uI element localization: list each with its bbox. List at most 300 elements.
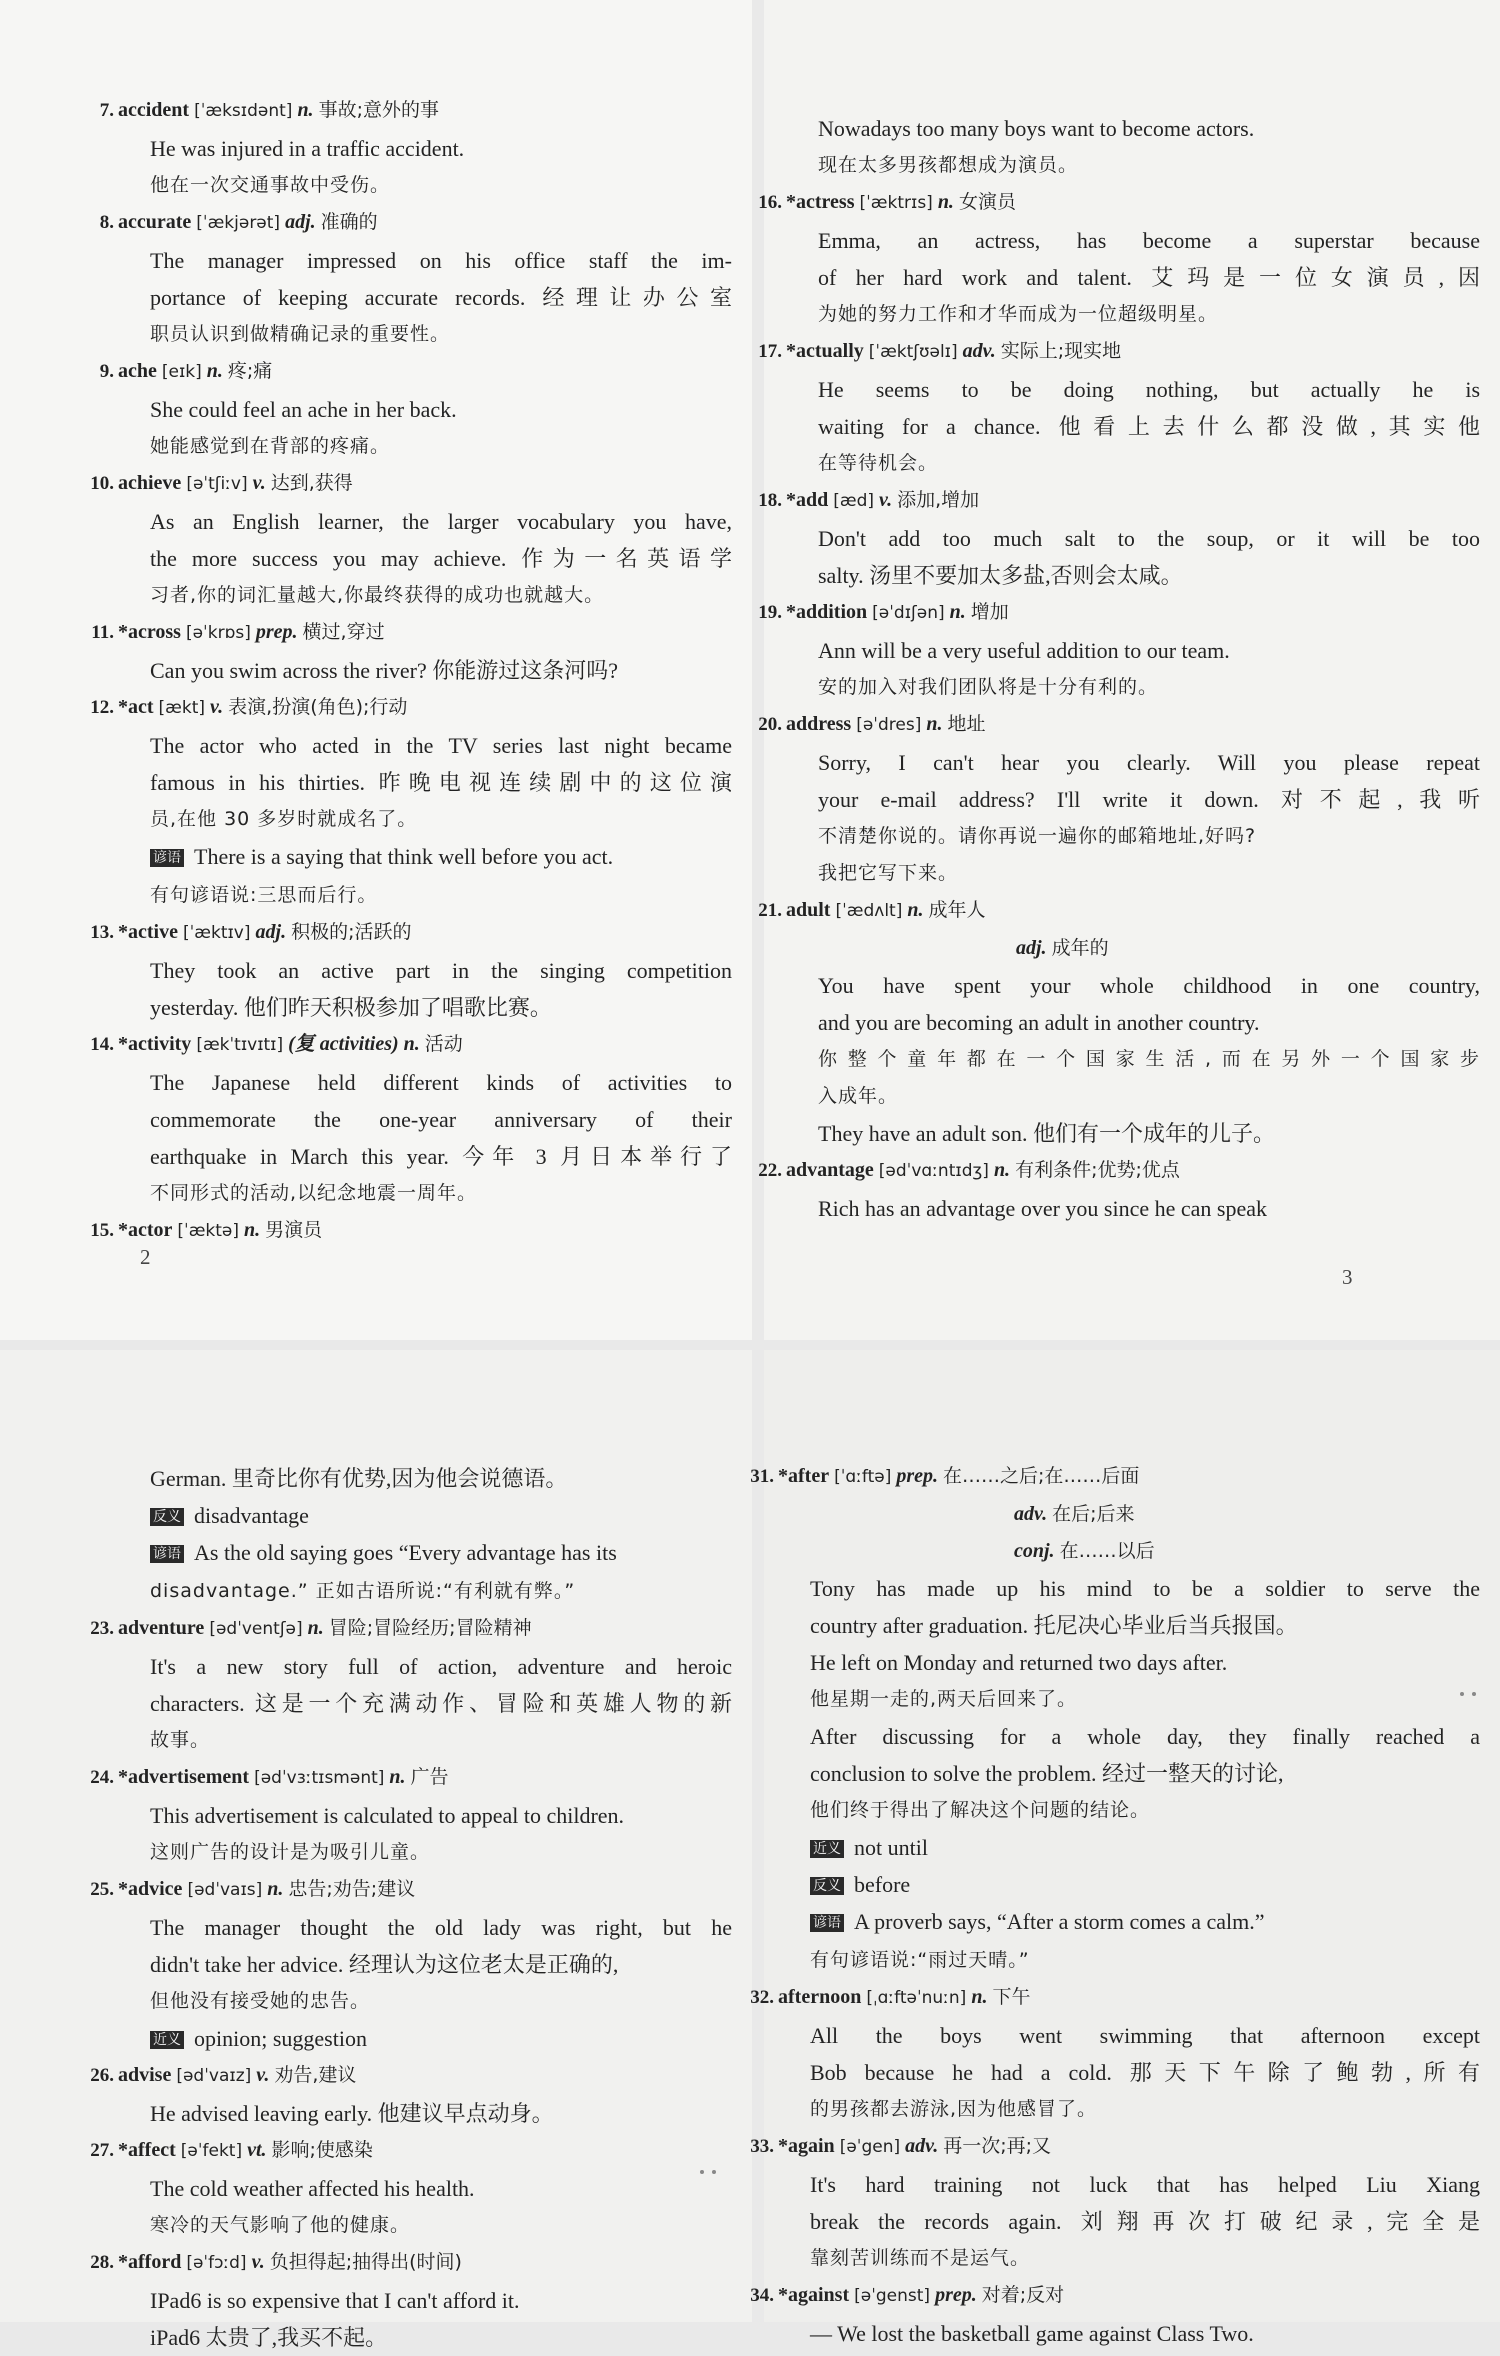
headword: *after xyxy=(778,1465,830,1487)
entry-number: 10. xyxy=(90,473,114,494)
headword-line xyxy=(118,2132,732,2170)
example-line: 员,在他 30 多岁时就成名了。 xyxy=(150,808,418,830)
entry-number: 15. xyxy=(90,1220,114,1241)
definition: 疼;痛 xyxy=(227,360,273,382)
example-line: Ann will be a very useful addition to our team. xyxy=(818,638,1230,663)
example-line: and you are becoming an adult in another country. xyxy=(818,1010,1260,1035)
headword-line xyxy=(786,333,1480,371)
entry-actor xyxy=(90,1212,732,1250)
definition: 在……以后 xyxy=(1059,1540,1155,1562)
definition: 实际上;现实地 xyxy=(1000,340,1122,362)
note-tag: 反义 xyxy=(150,1508,184,1526)
entry-achieve xyxy=(90,465,732,614)
part-of-speech: n. xyxy=(926,713,943,735)
headword-line xyxy=(786,1152,1480,1190)
example-line: yesterday. 他们昨天积极参加了唱歌比赛。 xyxy=(150,995,552,1020)
part-of-speech: prep. xyxy=(896,1465,939,1487)
headword-line xyxy=(118,689,732,727)
example-line: 安的加入对我们团队将是十分有利的。 xyxy=(818,676,1159,698)
page-number: 2 xyxy=(140,1245,151,1269)
entry-number: 33. xyxy=(750,2136,774,2157)
phonetic: [ˈædʌlt] xyxy=(835,901,903,921)
headword-line xyxy=(778,2128,1480,2166)
headword: *actor xyxy=(118,1219,173,1241)
definition: 在后;后来 xyxy=(1052,1503,1135,1525)
part-of-speech: adv. xyxy=(905,2135,939,2157)
phonetic: [əˈdɪʃən] xyxy=(872,603,945,623)
definition: 影响;使感染 xyxy=(271,2139,373,2161)
part-of-speech: v. xyxy=(879,489,893,511)
phonetic: [ˈæksɪdənt] xyxy=(194,101,293,121)
part-of-speech: v. xyxy=(252,472,266,494)
headword: *again xyxy=(778,2135,835,2157)
example-line: your e-mail address? I'll write it down. 对不起,我听 xyxy=(818,787,1480,812)
phonetic: [ˈæktə] xyxy=(177,1221,240,1241)
phonetic: [ˈæktrɪs] xyxy=(859,193,933,213)
part-of-speech: prep. xyxy=(255,621,298,643)
part-of-speech: n. xyxy=(267,1878,284,1900)
note-line xyxy=(150,838,732,875)
print-speck xyxy=(1472,1692,1476,1696)
phonetic: [ədˈvaɪs] xyxy=(187,1880,263,1900)
entry-list xyxy=(758,184,1480,1227)
headword-line xyxy=(118,914,732,952)
definition: 冒险;冒险经历;冒险精神 xyxy=(328,1617,532,1639)
example-line: They have an adult son. 他们有一个成年的儿子。 xyxy=(818,1121,1276,1146)
phonetic: [ˈækjərət] xyxy=(196,213,281,233)
definition: 准确的 xyxy=(320,211,378,233)
entry-list xyxy=(750,1458,1480,2352)
example-line: salty. 汤里不要加太多盐,否则会太咸。 xyxy=(818,563,1183,588)
phonetic: [ækt] xyxy=(158,698,206,718)
entry-activity xyxy=(90,1026,732,1212)
secondary-sense xyxy=(1014,1533,1480,1570)
definition: 成年人 xyxy=(928,899,986,921)
note-text: There is a saying that think well before you act. xyxy=(194,844,614,869)
example-line: portance of keeping accurate records. 经理让办公室 xyxy=(150,285,732,310)
headword: *against xyxy=(778,2284,850,2306)
definition: 成年的 xyxy=(1051,937,1109,959)
example-line: It's a new story full of action, adventure and heroic xyxy=(150,1654,732,1679)
entry-adult xyxy=(758,892,1480,1152)
note-line xyxy=(150,2020,732,2057)
example-line: The manager thought the old lady was right, but he xyxy=(150,1915,732,1940)
phonetic: [əˈkrɒs] xyxy=(185,623,251,643)
entry-number: 17. xyxy=(758,341,782,362)
entry-active xyxy=(90,914,732,1026)
headword: *add xyxy=(786,489,829,511)
example-line: famous in his thirties. 昨晚电视连续剧中的这位演 xyxy=(150,770,732,795)
phonetic: [ədˈvɜːtɪsmənt] xyxy=(254,1768,385,1788)
entry-number: 32. xyxy=(750,1987,774,2008)
headword-line xyxy=(118,204,732,242)
note-tag: 谚语 xyxy=(150,1545,184,1563)
example-line: He seems to be doing nothing, but actually he is xyxy=(818,377,1480,402)
definition: 在……之后;在……后面 xyxy=(943,1465,1140,1487)
headword: adventure xyxy=(118,1617,205,1639)
example-line: characters. 这是一个充满动作、冒险和英雄人物的新 xyxy=(150,1691,732,1716)
definition: 积极的;活跃的 xyxy=(291,921,412,943)
example-line: didn't take her advice. 经理认为这位老太是正确的, xyxy=(150,1952,619,1977)
entry-number: 21. xyxy=(758,900,782,921)
part-of-speech: n. xyxy=(297,99,314,121)
note-line xyxy=(810,1829,1480,1866)
headword-line xyxy=(786,184,1480,222)
note-tag: 谚语 xyxy=(810,1914,844,1932)
headword: *actress xyxy=(786,191,855,213)
headword: achieve xyxy=(118,472,182,494)
continued-notes xyxy=(118,1497,732,1610)
phonetic: [ˈɑːftə] xyxy=(834,1467,892,1487)
entry-number: 31. xyxy=(750,1466,774,1487)
part-of-speech: n. xyxy=(307,1617,324,1639)
example-line: Nowadays too many boys want to become actors. xyxy=(818,116,1255,141)
headword-line xyxy=(786,594,1480,632)
headword-line xyxy=(786,482,1480,520)
headword: *afford xyxy=(118,2251,182,2273)
secondary-sense xyxy=(1014,1496,1480,1533)
headword: *actually xyxy=(786,340,864,362)
definition: 对着;反对 xyxy=(981,2284,1065,2306)
example-line: the more success you may achieve. 作为一名英语学 xyxy=(150,546,732,571)
phonetic: [æd] xyxy=(833,491,874,511)
entry-number: 24. xyxy=(90,1767,114,1788)
print-speck xyxy=(712,2170,716,2174)
definition: 事故;意外的事 xyxy=(318,99,439,121)
note-line xyxy=(810,1903,1480,1940)
phonetic: [ˌɑːftəˈnuːn] xyxy=(866,1988,967,2008)
entry-number: 11. xyxy=(91,622,114,643)
part-of-speech: v. xyxy=(256,2064,270,2086)
example-line: 不同形式的活动,以纪念地震一周年。 xyxy=(150,1182,478,1204)
example-line: waiting for a chance. 他看上去什么都没做,其实他 xyxy=(818,414,1480,439)
headword: *advertisement xyxy=(118,1766,250,1788)
example-line: 在等待机会。 xyxy=(818,452,939,474)
definition: 活动 xyxy=(424,1033,463,1055)
example-line: break the records again. 刘翔再次打破纪录,完全是 xyxy=(810,2209,1480,2234)
note-text: before xyxy=(854,1872,911,1897)
headword-line xyxy=(118,1610,732,1648)
example-line: Emma, an actress, has become a superstar because xyxy=(818,228,1480,253)
example-line: Tony has made up his mind to be a soldier to serve the xyxy=(810,1576,1480,1601)
entry-actress xyxy=(758,184,1480,333)
headword: *act xyxy=(118,696,154,718)
example-line: The Japanese held different kinds of activities to xyxy=(150,1070,732,1095)
entry-affect xyxy=(90,2132,732,2244)
phonetic: [əˈfekt] xyxy=(180,2141,243,2161)
note-tag: 近义 xyxy=(150,2031,184,2049)
entry-number: 23. xyxy=(90,1618,114,1639)
example-line: 我把它写下来。 xyxy=(818,862,959,884)
note-line xyxy=(810,1866,1480,1903)
headword: accident xyxy=(118,99,190,121)
example-line: 他在一次交通事故中受伤。 xyxy=(150,174,391,196)
entry-number: 18. xyxy=(758,490,782,511)
note-text: 有句谚语说:三思而后行。 xyxy=(150,884,378,906)
part-of-speech: adj. xyxy=(285,211,316,233)
example-line: 这则广告的设计是为吸引儿童。 xyxy=(150,1841,431,1863)
entry-list xyxy=(90,1610,732,2356)
part-of-speech: adv. xyxy=(962,340,996,362)
example-line: It's hard training not luck that has helped Liu Xiang xyxy=(810,2172,1480,2197)
note-line xyxy=(810,1940,1480,1979)
headword: *activity xyxy=(118,1033,192,1055)
entry-number: 7. xyxy=(99,100,114,121)
example-line: 入成年。 xyxy=(818,1085,899,1107)
entry-after xyxy=(750,1458,1480,1979)
part-of-speech: n. xyxy=(993,1159,1011,1181)
example-line: Bob because he had a cold. 那天下午除了鲍勃,所有 xyxy=(810,2060,1480,2085)
example-line: The actor who acted in the TV series last night became xyxy=(150,733,732,758)
note-text: opinion; suggestion xyxy=(194,2026,367,2051)
headword: *active xyxy=(118,921,178,943)
entry-advice xyxy=(90,1871,732,2057)
continued-text xyxy=(786,110,1480,184)
headword-line xyxy=(118,92,732,130)
example-line: After discussing for a whole day, they finally reached a xyxy=(810,1724,1480,1749)
entry-number: 13. xyxy=(90,922,114,943)
example-line: The manager impressed on his office staff the im- xyxy=(150,248,732,273)
definition: 表演,扮演(角色);行动 xyxy=(228,696,408,718)
entry-accident xyxy=(99,92,732,204)
definition: 添加,增加 xyxy=(897,489,980,511)
part-of-speech: n. xyxy=(907,899,924,921)
part-of-speech: vt. xyxy=(247,2139,267,2161)
headword: afternoon xyxy=(778,1986,862,2008)
phonetic: [ækˈtɪvɪtɪ] xyxy=(196,1035,284,1055)
headword-line xyxy=(118,614,732,652)
example-line: 他星期一走的,两天后回来了。 xyxy=(810,1688,1078,1710)
headword-line xyxy=(118,2057,732,2095)
example-line: 靠刻苦训练而不是运气。 xyxy=(810,2247,1031,2269)
headword-line xyxy=(778,1979,1480,2017)
headword-line xyxy=(786,706,1480,744)
example-line: Sorry, I can't hear you clearly. Will you please repeat xyxy=(818,750,1480,775)
entry-across xyxy=(91,614,732,689)
part-of-speech: n. xyxy=(206,360,223,382)
part-of-speech: v. xyxy=(210,696,224,718)
part-of-speech: (复 activities) n. xyxy=(288,1033,420,1055)
continued-text xyxy=(118,1460,732,1497)
entry-again xyxy=(750,2128,1480,2277)
example-line: country after graduation. 托尼决心毕业后当兵报国。 xyxy=(810,1613,1298,1638)
headword: advantage xyxy=(786,1159,874,1181)
example-line: 的男孩都去游泳,因为他感冒了。 xyxy=(810,2098,1098,2120)
entry-number: 12. xyxy=(90,697,114,718)
print-speck xyxy=(700,2170,704,2174)
note-tag: 近义 xyxy=(810,1840,844,1858)
note-text: disadvantage.” 正如古语所说:“有利就有弊。” xyxy=(150,1580,576,1602)
definition: 忠告;劝告;建议 xyxy=(288,1878,416,1900)
entry-afford xyxy=(90,2244,732,2356)
page-2 xyxy=(0,0,752,1340)
entry-act xyxy=(90,689,732,914)
part-of-speech: v. xyxy=(251,2251,265,2273)
headword-line xyxy=(118,1212,732,1250)
phonetic: [ədˈvɑːntɪdʒ] xyxy=(878,1161,989,1181)
example-line: 寒冷的天气影响了他的健康。 xyxy=(150,2214,411,2236)
headword-line xyxy=(778,1458,1480,1496)
note-text: As the old saying goes “Every advantage has its xyxy=(194,1540,617,1565)
part-of-speech: n. xyxy=(937,191,954,213)
part-of-speech: n. xyxy=(949,601,966,623)
example-line: 现在太多男孩都想成为演员。 xyxy=(818,154,1079,176)
example-line: commemorate the one-year anniversary of their xyxy=(150,1107,732,1132)
note-line xyxy=(150,1534,732,1571)
note-tag: 反义 xyxy=(810,1877,844,1895)
headword-line xyxy=(118,1759,732,1797)
definition: 有利条件;优势;优点 xyxy=(1015,1159,1180,1181)
example-line: 但他没有接受她的忠告。 xyxy=(150,1990,371,2012)
example-line: iPad6 太贵了,我买不起。 xyxy=(150,2325,388,2350)
example-line: All the boys went swimming that afternoon except xyxy=(810,2023,1480,2048)
entry-adventure xyxy=(90,1610,732,1759)
phonetic: [ˈæktʃʊəlɪ] xyxy=(868,342,958,362)
secondary-sense xyxy=(1016,930,1480,967)
example-line: 习者,你的词汇量越大,你最终获得的成功也就越大。 xyxy=(150,584,605,606)
entry-accurate xyxy=(99,204,732,353)
note-tag: 谚语 xyxy=(150,849,184,867)
headword-line xyxy=(118,353,732,391)
entry-list xyxy=(90,92,732,1250)
phonetic: [əˈgen] xyxy=(839,2137,901,2157)
example-line: 他们终于得出了解决这个问题的结论。 xyxy=(810,1799,1151,1821)
part-of-speech: adj. xyxy=(1016,937,1047,959)
definition: 劝告,建议 xyxy=(274,2064,357,2086)
headword: adult xyxy=(786,899,831,921)
page-3 xyxy=(758,0,1500,1340)
entry-number: 28. xyxy=(90,2252,114,2273)
entry-advertisement xyxy=(90,1759,732,1871)
note-line xyxy=(150,1571,732,1610)
headword-line xyxy=(778,2277,1480,2315)
example-line: Don't add too much salt to the soup, or it will be too xyxy=(818,526,1480,551)
example-line: 你整个童年都在一个国家生活,而在另外一个国家步 xyxy=(818,1048,1480,1070)
entry-ache xyxy=(99,353,732,465)
phonetic: [ədˈventʃə] xyxy=(209,1619,303,1639)
part-of-speech: conj. xyxy=(1014,1540,1055,1562)
example-line: Rich has an advantage over you since he can speak xyxy=(818,1196,1267,1221)
example-line: of her hard work and talent. 艾玛是一位女演员,因 xyxy=(818,265,1480,290)
definition: 男演员 xyxy=(265,1219,323,1241)
phonetic: [əˈdres] xyxy=(856,715,922,735)
definition: 地址 xyxy=(947,713,986,735)
entry-number: 25. xyxy=(90,1879,114,1900)
example-line: IPad6 is so expensive that I can't afford it. xyxy=(150,2288,520,2313)
headword-line xyxy=(118,2244,732,2282)
headword: advise xyxy=(118,2064,172,2086)
example-line: He was injured in a traffic accident. xyxy=(150,136,465,161)
definition: 增加 xyxy=(970,601,1009,623)
entry-against xyxy=(750,2277,1480,2352)
example-line: earthquake in March this year. 今年 3 月日本举行了 xyxy=(150,1144,732,1169)
entry-number: 14. xyxy=(90,1034,114,1055)
headword-line xyxy=(786,892,1480,930)
entry-number: 9. xyxy=(99,361,114,382)
entry-number: 8. xyxy=(99,212,114,233)
entry-number: 22. xyxy=(758,1160,782,1181)
part-of-speech: n. xyxy=(971,1986,988,2008)
example-line: You have spent your whole childhood in one country, xyxy=(818,973,1480,998)
note-text: disadvantage xyxy=(194,1503,309,1528)
entry-advantage xyxy=(758,1152,1480,1227)
entry-addition xyxy=(758,594,1480,706)
example-line: The cold weather affected his health. xyxy=(150,2176,475,2201)
definition: 再一次;再;又 xyxy=(943,2135,1052,2157)
entry-advise xyxy=(90,2057,732,2132)
entry-add xyxy=(758,482,1480,594)
page-5 xyxy=(750,1350,1500,2346)
part-of-speech: prep. xyxy=(935,2284,977,2306)
headword-line xyxy=(118,1026,732,1064)
example-line: This advertisement is calculated to appeal to children. xyxy=(150,1803,625,1828)
headword: *across xyxy=(118,621,181,643)
example-line: Can you swim across the river? 你能游过这条河吗? xyxy=(150,658,619,683)
note-text: A proverb says, “After a storm comes a calm.” xyxy=(854,1909,1265,1934)
example-line: 故事。 xyxy=(150,1729,211,1751)
example-line: He advised leaving early. 他建议早点动身。 xyxy=(150,2101,554,2126)
entry-number: 27. xyxy=(90,2140,114,2161)
page-number: 3 xyxy=(1342,1265,1353,1289)
example-line: He left on Monday and returned two days after. xyxy=(810,1650,1228,1675)
definition: 达到,获得 xyxy=(270,472,353,494)
example-line: German. 里奇比你有优势,因为他会说德语。 xyxy=(150,1466,568,1491)
note-line xyxy=(150,1497,732,1534)
phonetic: [ədˈvaɪz] xyxy=(176,2066,252,2086)
headword: ache xyxy=(118,360,157,382)
part-of-speech: n. xyxy=(244,1219,261,1241)
entry-number: 34. xyxy=(750,2285,774,2306)
entry-afternoon xyxy=(750,1979,1480,2128)
example-line: They took an active part in the singing competition xyxy=(150,958,732,983)
example-line: She could feel an ache in her back. xyxy=(150,397,457,422)
headword-line xyxy=(118,465,732,503)
definition: 下午 xyxy=(992,1986,1031,2008)
example-line: 为她的努力工作和才华而成为一位超级明星。 xyxy=(818,303,1219,325)
example-line: 不清楚你说的。请你再说一遍你的邮箱地址,好吗? xyxy=(818,825,1257,847)
phonetic: [əˈtʃiːv] xyxy=(186,474,248,494)
definition: 广告 xyxy=(410,1766,449,1788)
example-line: — We lost the basketball game against Class Two. xyxy=(810,2321,1254,2346)
entry-number: 19. xyxy=(758,602,782,623)
phonetic: [ˈæktɪv] xyxy=(182,923,251,943)
example-line: 职员认识到做精确记录的重要性。 xyxy=(150,323,451,345)
definition: 负担得起;抽得出(时间) xyxy=(269,2251,462,2273)
definition: 横过,穿过 xyxy=(302,621,385,643)
headword: address xyxy=(786,713,852,735)
headword-line xyxy=(118,1871,732,1909)
headword: accurate xyxy=(118,211,192,233)
phonetic: [əˈfɔːd] xyxy=(186,2253,247,2273)
phonetic: [eɪk] xyxy=(161,362,202,382)
note-text: not until xyxy=(854,1835,928,1860)
entry-number: 16. xyxy=(758,192,782,213)
headword: *advice xyxy=(118,1878,183,1900)
phonetic: [əˈgenst] xyxy=(854,2286,931,2306)
headword: *addition xyxy=(786,601,868,623)
part-of-speech: adv. xyxy=(1014,1503,1048,1525)
note-text: 有句谚语说:“雨过天晴。” xyxy=(810,1949,1030,1971)
part-of-speech: adj. xyxy=(255,921,287,943)
note-line xyxy=(150,875,732,914)
entry-number: 20. xyxy=(758,714,782,735)
entry-address xyxy=(758,706,1480,892)
example-line: conclusion to solve the problem. 经过一整天的讨论, xyxy=(810,1761,1284,1786)
definition: 女演员 xyxy=(958,191,1016,213)
headword: *affect xyxy=(118,2139,176,2161)
print-speck xyxy=(1460,1692,1464,1696)
example-line: 她能感觉到在背部的疼痛。 xyxy=(150,435,391,457)
